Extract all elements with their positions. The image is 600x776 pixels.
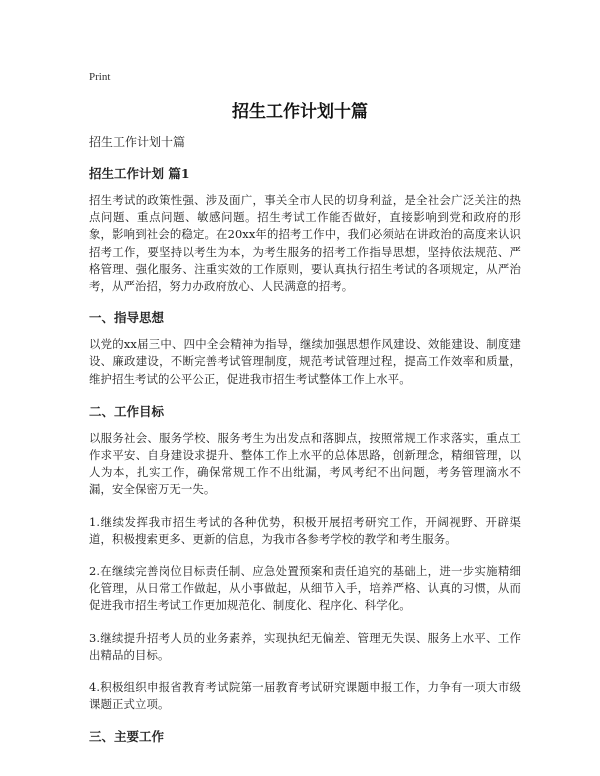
document-subtitle: 招生工作计划十篇 [89, 135, 186, 149]
goal-item-1: 1.继续发挥我市招生考试的各种优势，积极开展招考研究工作，开阔视野、开辟渠道，积极搜索更多、更新的信息，为我市各参考学校的教学和考生服务。 [89, 514, 521, 546]
heading-work-goals: 二、工作目标 [89, 403, 165, 419]
goals-paragraph: 以服务社会、服务学校、服务考生为出发点和落脚点，按照常规工作求落实，重点工作求平安、自身建设求提升、整体工作上水平的总体思路，创新理念，精细管理，以人为本，扎实工作，确保常规工作不出纰漏，考风考纪不出问题，考务管理滴水不漏，安全保密万无一失。 [89, 430, 521, 497]
print-link[interactable]: Print [89, 71, 111, 83]
intro-paragraph: 招生考试的政策性强、涉及面广，事关全市人民的切身利益，是全社会广泛关注的热点问题、重点问题、敏感问题。招生考试工作能否做好，直接影响到党和政府的形象，影响到社会的稳定。在20xx年的招考工作中，我们必须站在讲政治的高度来认识招考工作，要坚持以考生为本，为考生服务的招考工作指导思想，坚持依法规范、严格管理、强化服务、注重实效的工作原则，要认真执行招生考试的各项规定，从严治考，从严治招，努力办政府放心、人民满意的招考。 [89, 193, 521, 294]
heading-guiding-thought: 一、指导思想 [89, 310, 165, 326]
document-body [89, 134, 521, 755]
goal-item-3: 3.继续提升招考人员的业务素养，实现执纪无偏差、管理无失误、服务上水平、工作出精品的目标。 [89, 630, 521, 662]
guiding-paragraph: 以党的xx届三中、四中全会精神为指导，继续加强思想作风建设、效能建设、制度建设、廉政建设，不断完善考试管理制度，规范考试管理过程，提高工作效率和质量，维护招生考试的公平公正，促进我市招生考试整体工作上水平。 [89, 337, 521, 386]
goal-item-2: 2.在继续完善岗位目标责任制、应急处置预案和责任追究的基础上，进一步实施精细化管理，从日常工作做起，从小事做起，从细节入手，培养严格、认真的习惯，从而促进我市招生考试工作更加规范化、制度化、程序化、科学化。 [89, 564, 521, 613]
page-title: 招生工作计划十篇 [232, 102, 368, 122]
goal-item-4: 4.积极组织申报省教育考试院第一届教育考试研究课题申报工作，力争有一项大市级课题正式立项。 [89, 680, 521, 712]
section-title: 招生工作计划 篇1 [89, 166, 190, 181]
heading-main-work: 三、主要工作 [89, 729, 165, 745]
